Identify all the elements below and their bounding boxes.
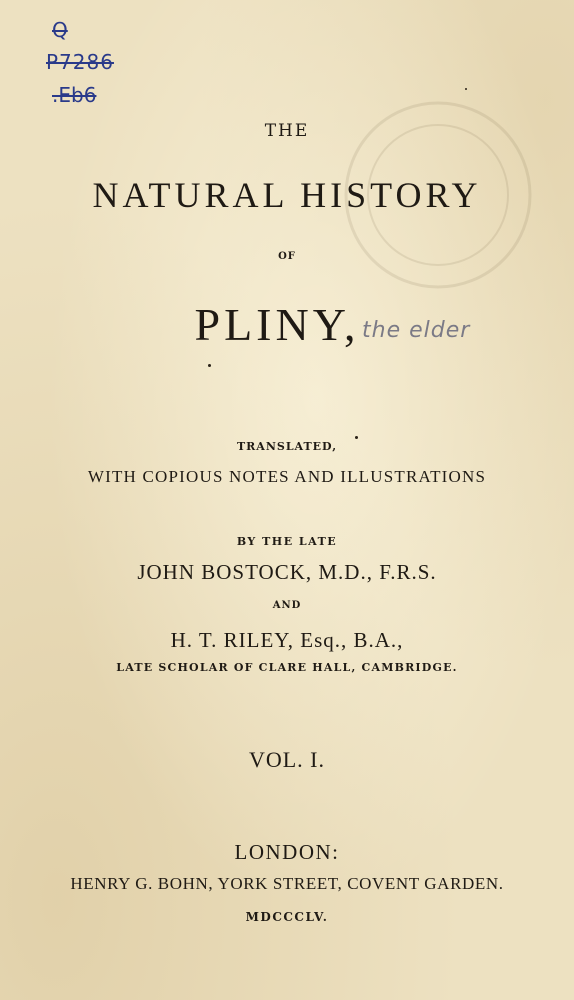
imprint-publisher: HENRY G. BOHN, YORK STREET, COVENT GARDEN.: [70, 874, 504, 893]
translated-label: TRANSLATED,: [236, 440, 338, 453]
ink-speck: [355, 436, 358, 439]
library-mark-line2: P7286: [46, 50, 114, 74]
title-pliny: PLINY,: [194, 299, 360, 350]
library-mark-line1: Q: [52, 18, 68, 42]
ink-speck: [208, 364, 211, 367]
riley-affiliation: LATE SCHOLAR OF CLARE HALL, CAMBRIDGE.: [116, 661, 458, 674]
title-the: THE: [264, 121, 310, 141]
ink-speck: [465, 88, 467, 90]
handwritten-annotation: the elder: [362, 318, 471, 343]
by-the-late-label: BY THE LATE: [236, 535, 338, 548]
volume-label: VOL. I.: [248, 747, 326, 772]
author-riley: H. T. RILEY, Esq., B.A.,: [170, 628, 404, 652]
imprint-city: LONDON:: [234, 840, 340, 864]
author-bostock: JOHN BOSTOCK, M.D., F.R.S.: [137, 560, 437, 584]
imprint-year: MDCCCLV.: [245, 910, 329, 924]
library-mark-line3: .Eb6: [52, 83, 97, 107]
title-of: OF: [278, 251, 296, 262]
title-natural-history: NATURAL HISTORY: [92, 175, 482, 215]
notes-line: WITH COPIOUS NOTES AND ILLUSTRATIONS: [87, 467, 487, 486]
and-label: AND: [272, 600, 302, 611]
